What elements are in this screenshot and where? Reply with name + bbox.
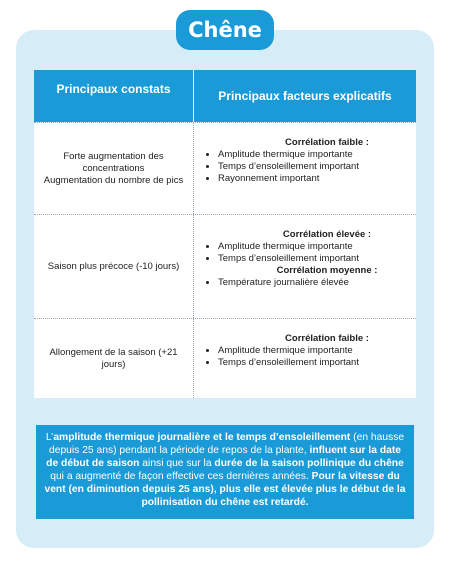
factor-item: • Amplitude thermique importante [218,149,408,161]
correlation-label: Corrélation faible : [285,333,369,344]
factor-list [206,241,408,265]
facteurs-cell [194,319,416,398]
note-bold: influent sur la date de début de saison [46,445,402,469]
table-row [34,122,416,214]
findings-table [34,70,416,398]
constat-cell [34,215,194,318]
factor-item: • Rayonnement important [218,173,408,185]
note-bold: Pour la vitesse du vent (en diminution depuis 25 ans), plus elle est élevée plus le début de la pollinisation du chêne est retardé. [44,471,406,508]
facteurs-cell [194,123,416,214]
constat-line: Forte augmentation des concentrations [63,150,164,174]
constat-cell [34,123,194,214]
header-constats: Principaux constats [34,70,194,122]
note-text: L’ [45,432,54,443]
factor-item: • Temps d’ensoleillement important [218,253,408,265]
note-text: qui a augmenté de façon effective ces dernières années. [50,471,312,482]
correlation-label: Corrélation élevée : [282,229,372,240]
factor-item: • Amplitude thermique importante [218,241,408,253]
table-header [34,70,416,122]
factor-item: • Temps d’ensoleillement important [218,357,408,369]
correlation-label: Corrélation faible : [285,137,369,148]
table-row [34,318,416,398]
page-title: Chêne [176,10,274,50]
correlation-label: Corrélation moyenne : [276,265,378,276]
note-text: (en hausse depuis 25 ans) pendant la période de repos de la plante, [48,432,405,456]
header-facteurs: Principaux facteurs explicatifs [218,89,392,103]
factor-list [206,149,408,185]
factor-list [206,345,408,369]
table-row [34,214,416,318]
note-bold: durée de la saison pollinique du chêne [214,458,404,469]
constat-line: Augmentation du nombre de pics [43,174,184,186]
note-bold: amplitude thermique journalière et le temps d’ensoleillement [53,432,351,443]
factor-list [206,277,408,289]
factor-item: • Temps d’ensoleillement important [218,161,408,173]
facteurs-cell [194,215,416,318]
factor-item: • Amplitude thermique importante [218,345,408,357]
constat-line: Allongement de la saison (+21 jours) [49,346,178,370]
constat-cell [34,319,194,398]
note-text: ainsi que sur la [139,458,215,469]
factor-item: • Température journalière élevée [218,277,408,289]
constat-line: Saison plus précoce (-10 jours) [47,260,180,272]
summary-note [36,425,414,519]
